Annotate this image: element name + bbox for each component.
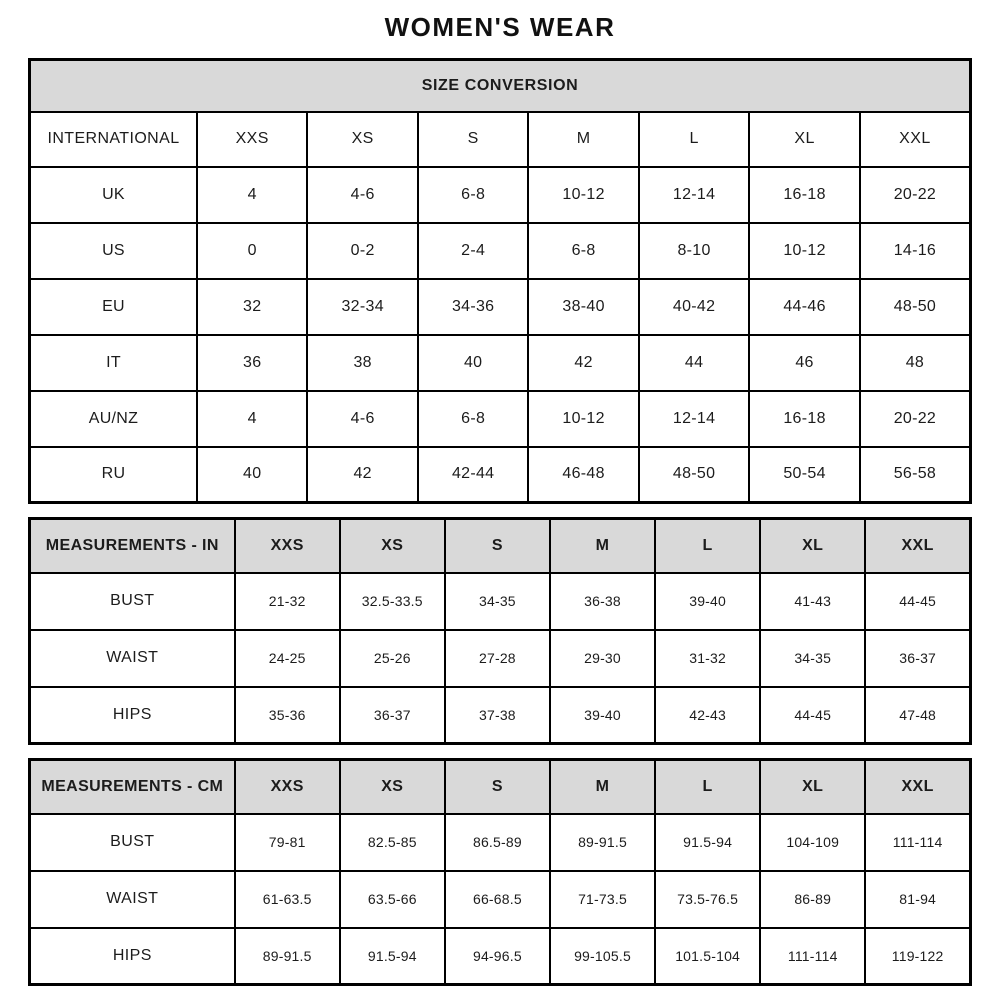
value-cell: 36-37 <box>865 630 970 687</box>
value-cell: 91.5-94 <box>340 928 445 985</box>
value-cell: 38 <box>307 335 417 391</box>
value-cell: 8-10 <box>639 223 749 279</box>
value-cell: 35-36 <box>235 687 340 744</box>
value-cell: 99-105.5 <box>550 928 655 985</box>
table-row <box>30 630 971 687</box>
table-row <box>30 573 971 630</box>
column-header-xxs: XXS <box>197 112 307 167</box>
value-cell: 0-2 <box>307 223 417 279</box>
row-label: BUST <box>30 814 235 871</box>
table-row <box>30 391 971 447</box>
value-cell: 61-63.5 <box>235 871 340 928</box>
table-row <box>30 335 971 391</box>
value-cell: 86-89 <box>760 871 865 928</box>
value-cell: 111-114 <box>760 928 865 985</box>
value-cell: 34-35 <box>760 630 865 687</box>
measurements-in-header: MEASUREMENTS - IN <box>30 519 235 573</box>
column-header-xxs: XXS <box>235 519 340 573</box>
value-cell: 40 <box>418 335 528 391</box>
column-header-international: INTERNATIONAL <box>30 112 197 167</box>
column-header-l: L <box>655 760 760 814</box>
column-header-s: S <box>445 519 550 573</box>
column-header-xxl: XXL <box>865 760 970 814</box>
value-cell: 20-22 <box>860 391 971 447</box>
value-cell: 91.5-94 <box>655 814 760 871</box>
table-row <box>30 687 971 744</box>
value-cell: 44 <box>639 335 749 391</box>
column-header-xl: XL <box>749 112 859 167</box>
value-cell: 12-14 <box>639 391 749 447</box>
column-header-row <box>30 519 971 573</box>
value-cell: 10-12 <box>749 223 859 279</box>
value-cell: 38-40 <box>528 279 638 335</box>
value-cell: 0 <box>197 223 307 279</box>
value-cell: 39-40 <box>550 687 655 744</box>
column-header-xs: XS <box>340 519 445 573</box>
row-label: UK <box>30 167 197 223</box>
column-header-xxs: XXS <box>235 760 340 814</box>
value-cell: 71-73.5 <box>550 871 655 928</box>
table-row <box>30 279 971 335</box>
table-row <box>30 928 971 985</box>
value-cell: 44-45 <box>760 687 865 744</box>
value-cell: 36-37 <box>340 687 445 744</box>
value-cell: 89-91.5 <box>550 814 655 871</box>
value-cell: 6-8 <box>418 167 528 223</box>
column-header-l: L <box>639 112 749 167</box>
value-cell: 89-91.5 <box>235 928 340 985</box>
table-row <box>30 814 971 871</box>
value-cell: 48-50 <box>860 279 971 335</box>
value-cell: 10-12 <box>528 391 638 447</box>
value-cell: 46-48 <box>528 447 638 503</box>
value-cell: 2-4 <box>418 223 528 279</box>
value-cell: 81-94 <box>865 871 970 928</box>
value-cell: 24-25 <box>235 630 340 687</box>
value-cell: 73.5-76.5 <box>655 871 760 928</box>
value-cell: 48-50 <box>639 447 749 503</box>
value-cell: 46 <box>749 335 859 391</box>
row-label: AU/NZ <box>30 391 197 447</box>
column-header-xs: XS <box>340 760 445 814</box>
value-cell: 4 <box>197 391 307 447</box>
value-cell: 32.5-33.5 <box>340 573 445 630</box>
value-cell: 32 <box>197 279 307 335</box>
table-row <box>30 167 971 223</box>
value-cell: 47-48 <box>865 687 970 744</box>
page-title: WOMEN'S WEAR <box>384 12 616 42</box>
table-row <box>30 447 971 503</box>
value-cell: 44-46 <box>749 279 859 335</box>
value-cell: 39-40 <box>655 573 760 630</box>
table-row <box>30 223 971 279</box>
row-label: RU <box>30 447 197 503</box>
value-cell: 4-6 <box>307 167 417 223</box>
value-cell: 36 <box>197 335 307 391</box>
measurements-cm-table <box>28 758 972 986</box>
value-cell: 14-16 <box>860 223 971 279</box>
value-cell: 29-30 <box>550 630 655 687</box>
value-cell: 21-32 <box>235 573 340 630</box>
table-row <box>30 871 971 928</box>
column-header-xs: XS <box>307 112 417 167</box>
value-cell: 40-42 <box>639 279 749 335</box>
value-cell: 82.5-85 <box>340 814 445 871</box>
row-label: EU <box>30 279 197 335</box>
value-cell: 34-36 <box>418 279 528 335</box>
value-cell: 34-35 <box>445 573 550 630</box>
value-cell: 79-81 <box>235 814 340 871</box>
value-cell: 94-96.5 <box>445 928 550 985</box>
column-header-xxl: XXL <box>865 519 970 573</box>
value-cell: 42 <box>528 335 638 391</box>
value-cell: 50-54 <box>749 447 859 503</box>
value-cell: 42-44 <box>418 447 528 503</box>
column-header-l: L <box>655 519 760 573</box>
value-cell: 31-32 <box>655 630 760 687</box>
row-label: BUST <box>30 573 235 630</box>
column-header-row <box>30 760 971 814</box>
value-cell: 44-45 <box>865 573 970 630</box>
value-cell: 86.5-89 <box>445 814 550 871</box>
value-cell: 4-6 <box>307 391 417 447</box>
row-label: WAIST <box>30 871 235 928</box>
column-header-s: S <box>445 760 550 814</box>
value-cell: 111-114 <box>865 814 970 871</box>
row-label: HIPS <box>30 928 235 985</box>
value-cell: 12-14 <box>639 167 749 223</box>
value-cell: 6-8 <box>418 391 528 447</box>
value-cell: 20-22 <box>860 167 971 223</box>
value-cell: 119-122 <box>865 928 970 985</box>
column-header-m: M <box>528 112 638 167</box>
value-cell: 42-43 <box>655 687 760 744</box>
column-header-m: M <box>550 519 655 573</box>
measurements-in-table <box>28 517 972 745</box>
value-cell: 48 <box>860 335 971 391</box>
column-header-xl: XL <box>760 760 865 814</box>
measurements-cm-header: MEASUREMENTS - CM <box>30 760 235 814</box>
row-label: HIPS <box>30 687 235 744</box>
size-conversion-banner: SIZE CONVERSION <box>30 60 971 112</box>
row-label: IT <box>30 335 197 391</box>
row-label: WAIST <box>30 630 235 687</box>
value-cell: 32-34 <box>307 279 417 335</box>
column-header-xl: XL <box>760 519 865 573</box>
value-cell: 10-12 <box>528 167 638 223</box>
value-cell: 27-28 <box>445 630 550 687</box>
value-cell: 104-109 <box>760 814 865 871</box>
value-cell: 41-43 <box>760 573 865 630</box>
value-cell: 4 <box>197 167 307 223</box>
value-cell: 16-18 <box>749 167 859 223</box>
value-cell: 36-38 <box>550 573 655 630</box>
value-cell: 37-38 <box>445 687 550 744</box>
value-cell: 40 <box>197 447 307 503</box>
value-cell: 101.5-104 <box>655 928 760 985</box>
size-conversion-table <box>28 58 972 504</box>
column-header-xxl: XXL <box>860 112 971 167</box>
table-banner-row <box>30 60 971 112</box>
column-header-s: S <box>418 112 528 167</box>
column-header-row <box>30 112 971 167</box>
value-cell: 63.5-66 <box>340 871 445 928</box>
value-cell: 66-68.5 <box>445 871 550 928</box>
value-cell: 42 <box>307 447 417 503</box>
value-cell: 56-58 <box>860 447 971 503</box>
value-cell: 16-18 <box>749 391 859 447</box>
value-cell: 6-8 <box>528 223 638 279</box>
column-header-m: M <box>550 760 655 814</box>
value-cell: 25-26 <box>340 630 445 687</box>
row-label: US <box>30 223 197 279</box>
